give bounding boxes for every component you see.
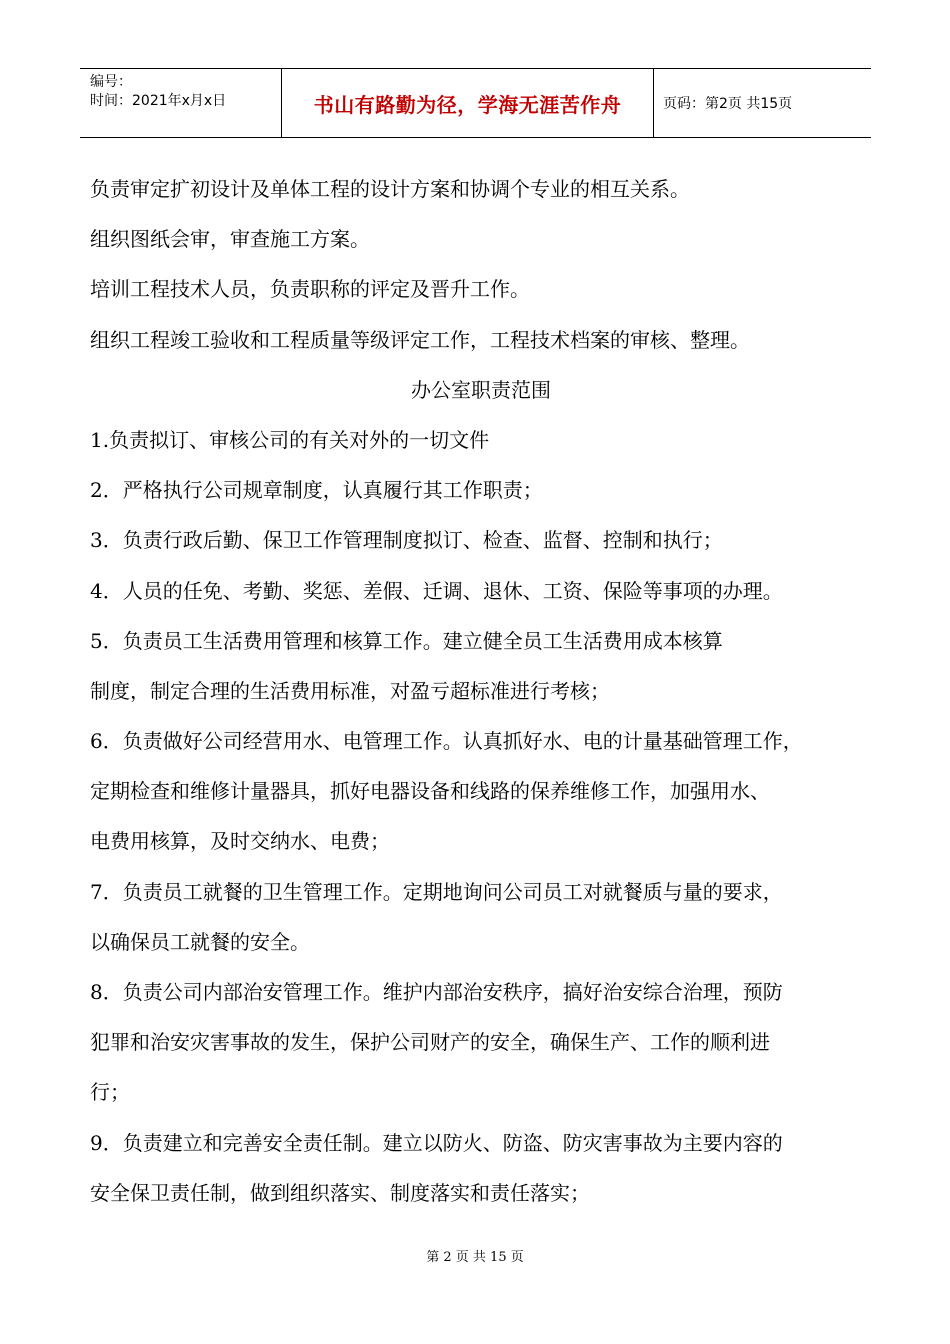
document-time-label: 时间：2021年x月x日 bbox=[90, 93, 227, 109]
body-line: 制度，制定合理的生活费用标准，对盈亏超标准进行考核； bbox=[90, 678, 610, 703]
document-body bbox=[90, 164, 872, 1218]
body-line: 电费用核算，及时交纳水、电费； bbox=[90, 829, 390, 854]
page-footer: 第 2 页 共 15 页 bbox=[426, 1250, 524, 1265]
body-line: 3．负责行政后勤、保卫工作管理制度拟订、检查、监督、控制和执行； bbox=[90, 528, 723, 553]
body-line: 7．负责员工就餐的卫生管理工作。定期地询问公司员工对就餐质与量的要求， bbox=[90, 879, 783, 904]
body-line: 9．负责建立和完善安全责任制。建立以防火、防盗、防灾害事故为主要内容的 bbox=[90, 1130, 783, 1155]
body-line: 1.负责拟订、审核公司的有关对外的一切文件 bbox=[90, 427, 490, 452]
body-line: 负责审定扩初设计及单体工程的设计方案和协调个专业的相互关系。 bbox=[90, 177, 690, 201]
body-line: 行； bbox=[90, 1080, 130, 1105]
body-line: 安全保卫责任制，做到组织落实、制度落实和责任落实； bbox=[90, 1180, 590, 1205]
header-page-info: 页码：第2页 共15页 bbox=[663, 96, 793, 112]
body-line: 2．严格执行公司规章制度，认真履行其工作职责； bbox=[90, 478, 543, 503]
header-motto-cell bbox=[282, 69, 654, 137]
header-meta-cell bbox=[80, 69, 282, 137]
body-line: 以确保员工就餐的安全。 bbox=[90, 929, 310, 954]
body-line: 培训工程技术人员，负责职称的评定及晋升工作。 bbox=[90, 277, 530, 302]
header-motto: 书山有路勤为径，学海无涯苦作舟 bbox=[313, 92, 622, 117]
body-line: 组织工程竣工验收和工程质量等级评定工作，工程技术档案的审核、整理。 bbox=[90, 327, 750, 352]
body-line: 6．负责做好公司经营用水、电管理工作。认真抓好水、电的计量基础管理工作， bbox=[90, 729, 803, 754]
header-page-cell bbox=[654, 69, 871, 137]
header-table bbox=[80, 68, 871, 138]
body-line: 组织图纸会审，审查施工方案。 bbox=[90, 227, 370, 252]
body-line: 4．人员的任免、考勤、奖惩、差假、迁调、退休、工资、保险等事项的办理。 bbox=[90, 578, 783, 603]
body-line: 8．负责公司内部治安管理工作。维护内部治安秩序，搞好治安综合治理，预防 bbox=[90, 980, 783, 1004]
body-line: 5．负责员工生活费用管理和核算工作。建立健全员工生活费用成本核算 bbox=[90, 628, 723, 653]
document-number-label: 编号： bbox=[90, 74, 132, 90]
body-line: 犯罪和治安灾害事故的发生，保护公司财产的安全，确保生产、工作的顺利进 bbox=[90, 1030, 770, 1055]
section-heading: 办公室职责范围 bbox=[411, 377, 551, 402]
body-line: 定期检查和维修计量器具，抓好电器设备和线路的保养维修工作，加强用水、 bbox=[90, 779, 770, 804]
